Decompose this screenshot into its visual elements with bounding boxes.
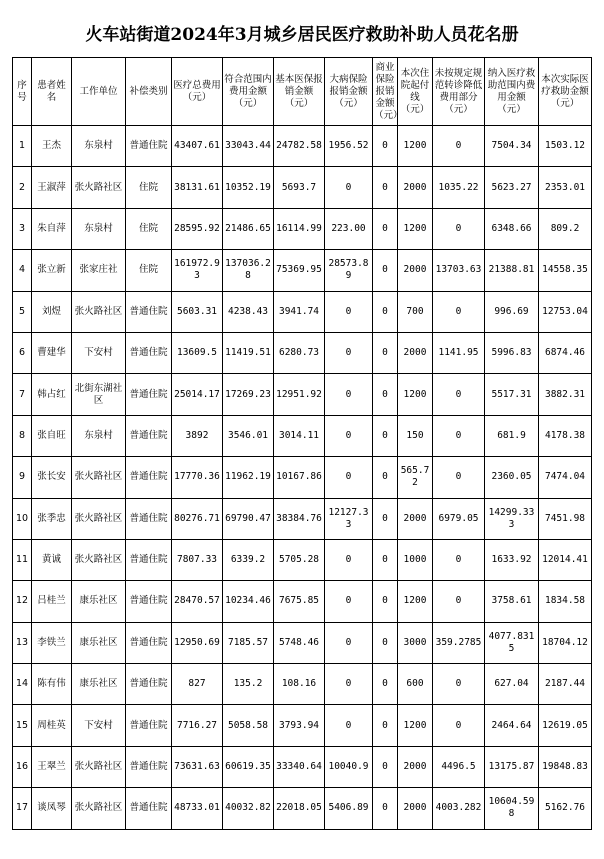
table-cell: 0 xyxy=(373,705,398,746)
table-cell: 21388.81 xyxy=(485,250,539,291)
table-cell: 10352.19 xyxy=(223,167,274,208)
table-cell: 普通住院 xyxy=(126,374,172,415)
table-cell: 0 xyxy=(433,664,485,705)
table-cell: 1633.92 xyxy=(485,539,539,580)
table-cell: 2000 xyxy=(398,788,433,829)
table-cell: 69790.47 xyxy=(223,498,274,539)
table-cell: 137036.28 xyxy=(223,250,274,291)
table-cell: 13703.63 xyxy=(433,250,485,291)
table-cell: 6 xyxy=(13,332,32,373)
table-cell: 28470.57 xyxy=(172,581,223,622)
table-cell: 12951.92 xyxy=(274,374,325,415)
table-cell: 700 xyxy=(398,291,433,332)
table-cell: 7451.98 xyxy=(539,498,592,539)
table-cell: 28573.89 xyxy=(325,250,373,291)
table-row xyxy=(13,746,592,787)
table-cell: 0 xyxy=(433,539,485,580)
table-cell: 东泉村 xyxy=(72,415,126,456)
table-cell: 6339.2 xyxy=(223,539,274,580)
table-cell: 0 xyxy=(325,622,373,663)
table-cell: 住院 xyxy=(126,250,172,291)
table-cell: 1956.52 xyxy=(325,126,373,167)
header-cell: 基本医保报销金额（元） xyxy=(274,58,325,126)
table-cell: 0 xyxy=(373,581,398,622)
table-row xyxy=(13,498,592,539)
table-cell: 2000 xyxy=(398,746,433,787)
table-cell: 2000 xyxy=(398,167,433,208)
table-cell: 4238.43 xyxy=(223,291,274,332)
table-cell: 张自旺 xyxy=(32,415,72,456)
table-cell: 0 xyxy=(433,457,485,498)
table-cell: 0 xyxy=(373,457,398,498)
header-cell: 序号 xyxy=(13,58,32,126)
table-cell: 0 xyxy=(373,291,398,332)
table-cell: 黄诚 xyxy=(32,539,72,580)
table-cell: 5996.83 xyxy=(485,332,539,373)
table-cell: 0 xyxy=(325,332,373,373)
table-cell: 张火路社区 xyxy=(72,291,126,332)
table-row xyxy=(13,705,592,746)
table-cell: 康乐社区 xyxy=(72,664,126,705)
table-cell: 普通住院 xyxy=(126,539,172,580)
table-cell: 普通住院 xyxy=(126,291,172,332)
table-cell: 4077.8315 xyxy=(485,622,539,663)
table-cell: 12 xyxy=(13,581,32,622)
table-cell: 600 xyxy=(398,664,433,705)
table-cell: 108.16 xyxy=(274,664,325,705)
table-cell: 住院 xyxy=(126,208,172,249)
table-cell: 张季忠 xyxy=(32,498,72,539)
table-cell: 161972.93 xyxy=(172,250,223,291)
table-cell: 5517.31 xyxy=(485,374,539,415)
table-cell: 10167.86 xyxy=(274,457,325,498)
table-cell: 3014.11 xyxy=(274,415,325,456)
table-cell: 住院 xyxy=(126,167,172,208)
table-cell: 996.69 xyxy=(485,291,539,332)
table-cell: 28595.92 xyxy=(172,208,223,249)
table-cell: 17 xyxy=(13,788,32,829)
table-cell: 627.04 xyxy=(485,664,539,705)
table-cell: 0 xyxy=(325,415,373,456)
table-cell: 韩占红 xyxy=(32,374,72,415)
table-cell: 10 xyxy=(13,498,32,539)
table-row xyxy=(13,664,592,705)
header-cell: 医疗总费用（元） xyxy=(172,58,223,126)
table-cell: 7807.33 xyxy=(172,539,223,580)
header-cell: 工作单位 xyxy=(72,58,126,126)
table-row xyxy=(13,167,592,208)
table-cell: 60619.35 xyxy=(223,746,274,787)
table-cell: 1200 xyxy=(398,374,433,415)
table-cell: 38384.76 xyxy=(274,498,325,539)
table-row xyxy=(13,126,592,167)
table-cell: 5406.89 xyxy=(325,788,373,829)
table-cell: 40032.82 xyxy=(223,788,274,829)
table-cell: 11419.51 xyxy=(223,332,274,373)
table-cell: 1141.95 xyxy=(433,332,485,373)
table-cell: 10604.598 xyxy=(485,788,539,829)
table-cell: 0 xyxy=(373,374,398,415)
table-cell: 张火路社区 xyxy=(72,788,126,829)
table-cell: 2000 xyxy=(398,332,433,373)
table-cell: 2464.64 xyxy=(485,705,539,746)
header-cell: 大病保险报销金额（元） xyxy=(325,58,373,126)
table-cell: 3546.01 xyxy=(223,415,274,456)
table-cell: 0 xyxy=(325,374,373,415)
table-cell: 5 xyxy=(13,291,32,332)
table-cell: 5162.76 xyxy=(539,788,592,829)
table-row xyxy=(13,250,592,291)
table-cell: 1200 xyxy=(398,705,433,746)
table-cell: 8 xyxy=(13,415,32,456)
table-row xyxy=(13,374,592,415)
table-cell: 0 xyxy=(373,498,398,539)
table-cell: 0 xyxy=(433,415,485,456)
table-cell: 5748.46 xyxy=(274,622,325,663)
table-cell: 73631.63 xyxy=(172,746,223,787)
table-cell: 809.2 xyxy=(539,208,592,249)
table-cell: 刘煜 xyxy=(32,291,72,332)
table-cell: 下安村 xyxy=(72,705,126,746)
table-cell: 7 xyxy=(13,374,32,415)
table-cell: 0 xyxy=(373,208,398,249)
table-cell: 0 xyxy=(373,788,398,829)
table-cell: 0 xyxy=(433,126,485,167)
table-cell: 王翠兰 xyxy=(32,746,72,787)
table-cell: 张长安 xyxy=(32,457,72,498)
table-cell: 25014.17 xyxy=(172,374,223,415)
table-cell: 10040.9 xyxy=(325,746,373,787)
table-cell: 24782.58 xyxy=(274,126,325,167)
header-cell: 补偿类别 xyxy=(126,58,172,126)
table-cell: 东泉村 xyxy=(72,208,126,249)
table-cell: 张火路社区 xyxy=(72,167,126,208)
table-cell: 1035.22 xyxy=(433,167,485,208)
table-cell: 普通住院 xyxy=(126,332,172,373)
table-cell: 0 xyxy=(433,208,485,249)
table-cell: 17269.23 xyxy=(223,374,274,415)
table-cell: 223.00 xyxy=(325,208,373,249)
table-cell: 38131.61 xyxy=(172,167,223,208)
table-cell: 0 xyxy=(373,622,398,663)
table-cell: 2 xyxy=(13,167,32,208)
table-cell: 0 xyxy=(433,581,485,622)
table-cell: 0 xyxy=(325,291,373,332)
table-cell: 43407.61 xyxy=(172,126,223,167)
table-cell: 0 xyxy=(373,250,398,291)
table-cell: 0 xyxy=(433,291,485,332)
table-cell: 普通住院 xyxy=(126,126,172,167)
table-cell: 6280.73 xyxy=(274,332,325,373)
table-cell: 2000 xyxy=(398,498,433,539)
table-cell: 1200 xyxy=(398,581,433,622)
table-cell: 12014.41 xyxy=(539,539,592,580)
table-cell: 13609.5 xyxy=(172,332,223,373)
table-cell: 19848.83 xyxy=(539,746,592,787)
table-cell: 9 xyxy=(13,457,32,498)
table-cell: 张立新 xyxy=(32,250,72,291)
table-cell: 359.2785 xyxy=(433,622,485,663)
table-cell: 普通住院 xyxy=(126,622,172,663)
table-cell: 张火路社区 xyxy=(72,457,126,498)
table-cell: 7185.57 xyxy=(223,622,274,663)
table-cell: 565.72 xyxy=(398,457,433,498)
table-cell: 1503.12 xyxy=(539,126,592,167)
table-cell: 0 xyxy=(325,167,373,208)
table-cell: 7474.04 xyxy=(539,457,592,498)
table-cell: 0 xyxy=(325,581,373,622)
table-cell: 张火路社区 xyxy=(72,746,126,787)
table-cell: 7716.27 xyxy=(172,705,223,746)
table-cell: 13 xyxy=(13,622,32,663)
table-cell: 1 xyxy=(13,126,32,167)
table-cell: 普通住院 xyxy=(126,415,172,456)
table-cell: 陈有伟 xyxy=(32,664,72,705)
table-cell: 康乐社区 xyxy=(72,622,126,663)
table-cell: 2353.01 xyxy=(539,167,592,208)
table-cell: 2360.05 xyxy=(485,457,539,498)
table-cell: 普通住院 xyxy=(126,581,172,622)
table-row xyxy=(13,788,592,829)
table-cell: 3941.74 xyxy=(274,291,325,332)
table-cell: 周桂英 xyxy=(32,705,72,746)
table-cell: 0 xyxy=(373,332,398,373)
table-cell: 0 xyxy=(373,664,398,705)
table-cell: 普通住院 xyxy=(126,788,172,829)
table-cell: 6874.46 xyxy=(539,332,592,373)
table-cell: 5693.7 xyxy=(274,167,325,208)
table-cell: 普通住院 xyxy=(126,498,172,539)
table-cell: 15 xyxy=(13,705,32,746)
table-cell: 11962.19 xyxy=(223,457,274,498)
table-cell: 16 xyxy=(13,746,32,787)
table-cell: 22018.05 xyxy=(274,788,325,829)
header-cell: 本次住院起付线（元） xyxy=(398,58,433,126)
header-row xyxy=(13,58,592,126)
table-row xyxy=(13,539,592,580)
table-cell: 48733.01 xyxy=(172,788,223,829)
table-cell: 康乐社区 xyxy=(72,581,126,622)
table-cell: 5705.28 xyxy=(274,539,325,580)
table-cell: 12950.69 xyxy=(172,622,223,663)
table-cell: 李铁兰 xyxy=(32,622,72,663)
table-row xyxy=(13,208,592,249)
table-cell: 0 xyxy=(325,539,373,580)
table-cell: 75369.95 xyxy=(274,250,325,291)
table-cell: 王淑萍 xyxy=(32,167,72,208)
header-cell: 符合范围内费用金额（元） xyxy=(223,58,274,126)
header-cell: 商业保险报销金额（元） xyxy=(373,58,398,126)
table-cell: 12619.05 xyxy=(539,705,592,746)
table-cell: 普通住院 xyxy=(126,746,172,787)
table-row xyxy=(13,415,592,456)
table-cell: 1834.58 xyxy=(539,581,592,622)
table-cell: 普通住院 xyxy=(126,457,172,498)
table-cell: 3793.94 xyxy=(274,705,325,746)
table-cell: 5603.31 xyxy=(172,291,223,332)
table-cell: 1200 xyxy=(398,126,433,167)
table-cell: 681.9 xyxy=(485,415,539,456)
table-cell: 0 xyxy=(373,167,398,208)
table-cell: 11 xyxy=(13,539,32,580)
table-cell: 1200 xyxy=(398,208,433,249)
table-cell: 4496.5 xyxy=(433,746,485,787)
table-cell: 14299.333 xyxy=(485,498,539,539)
table-cell: 2000 xyxy=(398,250,433,291)
table-cell: 张火路社区 xyxy=(72,498,126,539)
table-cell: 12127.33 xyxy=(325,498,373,539)
table-cell: 2187.44 xyxy=(539,664,592,705)
table-cell: 王杰 xyxy=(32,126,72,167)
table-body xyxy=(13,126,592,830)
table-cell: 曹建华 xyxy=(32,332,72,373)
table-cell: 东泉村 xyxy=(72,126,126,167)
header-cell: 本次实际医疗救助金额（元） xyxy=(539,58,592,126)
table-cell: 33043.44 xyxy=(223,126,274,167)
table-cell: 张家庄社 xyxy=(72,250,126,291)
table-cell: 6979.05 xyxy=(433,498,485,539)
table-cell: 0 xyxy=(325,664,373,705)
table-row xyxy=(13,291,592,332)
table-cell: 7504.34 xyxy=(485,126,539,167)
table-cell: 0 xyxy=(325,457,373,498)
header-cell: 纳入医疗救助范围内费用金额（元） xyxy=(485,58,539,126)
table-cell: 4003.282 xyxy=(433,788,485,829)
table-cell: 0 xyxy=(433,374,485,415)
table-cell: 北街东湖社区 xyxy=(72,374,126,415)
table-cell: 33340.64 xyxy=(274,746,325,787)
table-cell: 1000 xyxy=(398,539,433,580)
table-cell: 135.2 xyxy=(223,664,274,705)
table-cell: 谈凤琴 xyxy=(32,788,72,829)
table-cell: 0 xyxy=(325,705,373,746)
table-cell: 17770.36 xyxy=(172,457,223,498)
table-cell: 7675.85 xyxy=(274,581,325,622)
table-cell: 0 xyxy=(433,705,485,746)
table-cell: 朱自萍 xyxy=(32,208,72,249)
table-cell: 3758.61 xyxy=(485,581,539,622)
table-cell: 827 xyxy=(172,664,223,705)
table-row xyxy=(13,332,592,373)
table-cell: 0 xyxy=(373,415,398,456)
table-cell: 0 xyxy=(373,126,398,167)
table-cell: 5623.27 xyxy=(485,167,539,208)
table-cell: 3 xyxy=(13,208,32,249)
table-cell: 12753.04 xyxy=(539,291,592,332)
table-cell: 4178.38 xyxy=(539,415,592,456)
table-cell: 3892 xyxy=(172,415,223,456)
header-cell: 患者姓名 xyxy=(32,58,72,126)
table-cell: 16114.99 xyxy=(274,208,325,249)
table-cell: 普通住院 xyxy=(126,705,172,746)
table-cell: 13175.87 xyxy=(485,746,539,787)
table-cell: 10234.46 xyxy=(223,581,274,622)
roster-table xyxy=(12,57,592,830)
table-cell: 张火路社区 xyxy=(72,539,126,580)
table-cell: 14558.35 xyxy=(539,250,592,291)
table-cell: 吕桂兰 xyxy=(32,581,72,622)
table-cell: 5058.58 xyxy=(223,705,274,746)
table-cell: 150 xyxy=(398,415,433,456)
table-cell: 3000 xyxy=(398,622,433,663)
table-cell: 普通住院 xyxy=(126,664,172,705)
header-cell: 未按规定规范转诊降低费用部分（元） xyxy=(433,58,485,126)
table-cell: 21486.65 xyxy=(223,208,274,249)
table-cell: 14 xyxy=(13,664,32,705)
page-title: 火车站街道2024年3月城乡居民医疗救助补助人员花名册 xyxy=(85,25,519,45)
table-cell: 0 xyxy=(373,539,398,580)
table-cell: 0 xyxy=(373,746,398,787)
table-row xyxy=(13,622,592,663)
table-cell: 80276.71 xyxy=(172,498,223,539)
table-cell: 3882.31 xyxy=(539,374,592,415)
table-cell: 4 xyxy=(13,250,32,291)
table-cell: 下安村 xyxy=(72,332,126,373)
table-cell: 6348.66 xyxy=(485,208,539,249)
table-cell: 18704.12 xyxy=(539,622,592,663)
table-row xyxy=(13,581,592,622)
table-row xyxy=(13,457,592,498)
